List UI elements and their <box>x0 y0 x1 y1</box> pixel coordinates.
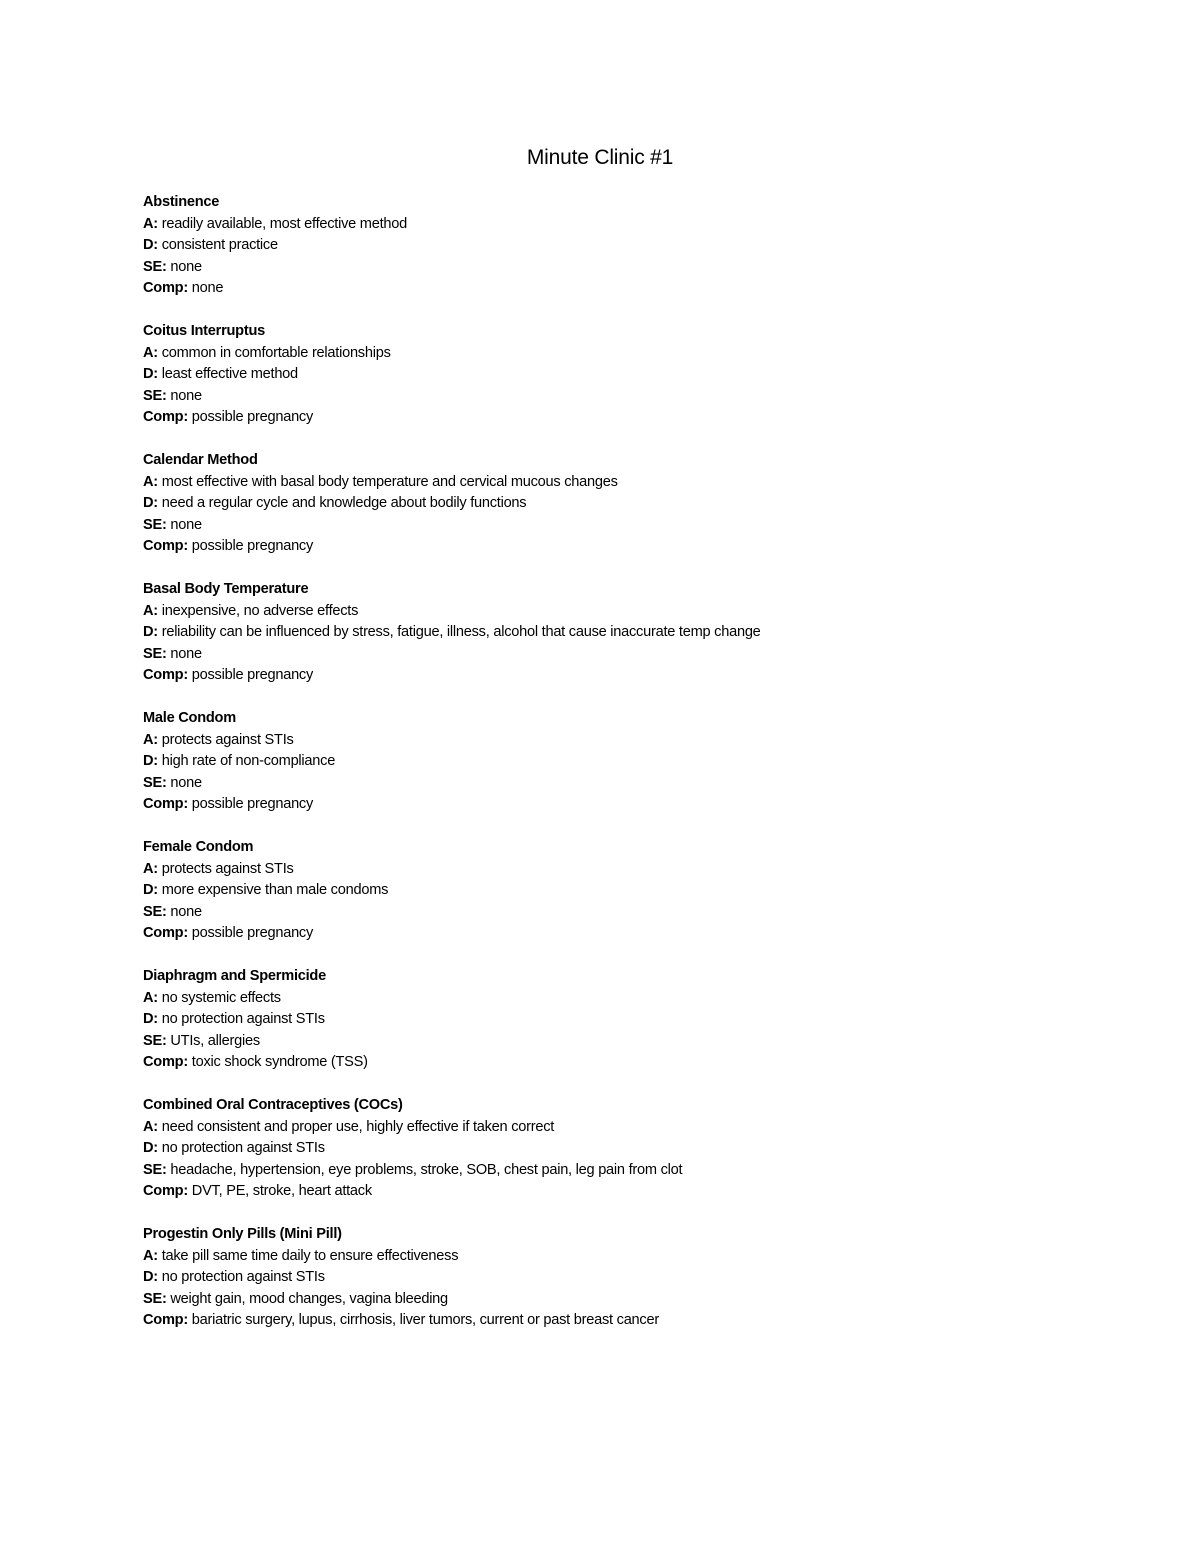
method-line-se <box>143 644 1143 666</box>
method-line-d <box>143 364 1143 386</box>
method-line-a <box>143 214 1143 236</box>
line-label: SE: <box>143 516 167 533</box>
method-heading: Combined Oral Contraceptives (COCs) <box>143 1097 403 1113</box>
method-line-se <box>143 1289 1143 1311</box>
method-heading: Male Condom <box>143 710 236 726</box>
page-title: Minute Clinic #1 <box>526 146 674 169</box>
method-line-a <box>143 859 1143 881</box>
method-section <box>143 966 1143 1074</box>
line-value: protects against STIs <box>161 731 294 748</box>
line-value: headache, hypertension, eye problems, stroke, SOB, chest pain, leg pain from clot <box>170 1161 683 1178</box>
line-value: inexpensive, no adverse effects <box>161 602 359 619</box>
method-line-se <box>143 257 1143 279</box>
line-value: consistent practice <box>161 237 278 253</box>
method-line-a <box>143 472 1143 494</box>
line-label: D: <box>143 366 158 382</box>
method-line-comp <box>143 1310 1143 1332</box>
line-value: protects against STIs <box>161 860 294 877</box>
line-value: bariatric surgery, lupus, cirrhosis, liver tumors, current or past breast cancer <box>191 1312 659 1328</box>
method-heading: Basal Body Temperature <box>143 581 309 597</box>
line-label: D: <box>143 753 158 769</box>
line-value: UTIs, allergies <box>170 1032 260 1049</box>
method-section <box>143 450 1143 558</box>
method-line-comp <box>143 407 1143 429</box>
line-label: SE: <box>143 1161 167 1178</box>
line-label: A: <box>143 1247 158 1264</box>
line-label: A: <box>143 215 158 232</box>
method-line-d <box>143 880 1143 902</box>
line-label: D: <box>143 1011 158 1027</box>
method-line-a <box>143 1117 1143 1139</box>
line-value: none <box>170 903 202 920</box>
line-value: none <box>170 774 202 791</box>
method-heading: Female Condom <box>143 839 254 855</box>
line-label: SE: <box>143 774 167 791</box>
method-section <box>143 708 1143 816</box>
line-value: need a regular cycle and knowledge about bodily functions <box>161 495 527 511</box>
line-value: possible pregnancy <box>191 925 314 941</box>
line-value: need consistent and proper use, highly effective if taken correct <box>161 1118 555 1135</box>
line-label: Comp: <box>143 1183 188 1199</box>
line-label: Comp: <box>143 1312 188 1328</box>
line-label: Comp: <box>143 796 188 812</box>
line-value: high rate of non-compliance <box>161 753 336 769</box>
method-line-a <box>143 730 1143 752</box>
line-label: D: <box>143 495 158 511</box>
line-label: SE: <box>143 1290 167 1307</box>
method-line-d <box>143 493 1143 515</box>
method-line-d <box>143 1009 1143 1031</box>
method-line-d <box>143 1267 1143 1289</box>
method-line-comp <box>143 665 1143 687</box>
method-line-se <box>143 1160 1143 1182</box>
method-section <box>143 837 1143 945</box>
method-line-a <box>143 988 1143 1010</box>
line-value: none <box>191 280 224 296</box>
line-label: D: <box>143 1140 158 1156</box>
method-line-a <box>143 1246 1143 1268</box>
method-heading: Coitus Interruptus <box>143 323 265 339</box>
method-section <box>143 192 1143 300</box>
method-line-d <box>143 622 1143 644</box>
method-line-se <box>143 386 1143 408</box>
line-label: A: <box>143 860 158 877</box>
method-section <box>143 321 1143 429</box>
method-line-se <box>143 773 1143 795</box>
method-line-d <box>143 1138 1143 1160</box>
line-value: none <box>170 387 202 404</box>
line-label: Comp: <box>143 667 188 683</box>
line-value: no systemic effects <box>161 989 281 1006</box>
line-label: SE: <box>143 387 167 404</box>
line-value: least effective method <box>161 366 298 382</box>
method-line-d <box>143 751 1143 773</box>
method-line-comp <box>143 794 1143 816</box>
line-value: common in comfortable relationships <box>161 344 391 361</box>
line-label: Comp: <box>143 925 188 941</box>
line-value: no protection against STIs <box>161 1269 325 1285</box>
line-label: D: <box>143 624 158 640</box>
line-value: no protection against STIs <box>161 1011 325 1027</box>
line-label: Comp: <box>143 538 188 554</box>
line-label: A: <box>143 989 158 1006</box>
line-label: D: <box>143 237 158 253</box>
line-value: no protection against STIs <box>161 1140 325 1156</box>
line-label: SE: <box>143 258 167 275</box>
method-section <box>143 579 1143 687</box>
line-label: SE: <box>143 645 167 662</box>
method-line-comp <box>143 278 1143 300</box>
line-value: readily available, most effective method <box>161 215 407 232</box>
line-label: SE: <box>143 1032 167 1049</box>
line-label: A: <box>143 344 158 361</box>
method-heading: Calendar Method <box>143 452 258 468</box>
line-value: possible pregnancy <box>191 538 314 554</box>
method-heading: Abstinence <box>143 194 220 210</box>
line-value: weight gain, mood changes, vagina bleeding <box>170 1290 448 1307</box>
method-line-d <box>143 235 1143 257</box>
line-value: DVT, PE, stroke, heart attack <box>191 1183 372 1199</box>
line-label: D: <box>143 1269 158 1285</box>
line-value: toxic shock syndrome (TSS) <box>191 1054 368 1070</box>
line-label: Comp: <box>143 409 188 425</box>
line-label: Comp: <box>143 280 188 296</box>
line-value: possible pregnancy <box>191 796 314 812</box>
line-label: Comp: <box>143 1054 188 1070</box>
method-line-a <box>143 601 1143 623</box>
method-line-comp <box>143 1052 1143 1074</box>
line-value: none <box>170 516 202 533</box>
line-value: possible pregnancy <box>191 667 314 683</box>
line-value: most effective with basal body temperature and cervical mucous changes <box>161 473 618 490</box>
method-heading: Diaphragm and Spermicide <box>143 968 326 984</box>
line-value: none <box>170 645 202 662</box>
method-section <box>143 1095 1143 1203</box>
line-label: A: <box>143 602 158 619</box>
document-body <box>143 192 1143 1353</box>
method-line-se <box>143 1031 1143 1053</box>
line-label: A: <box>143 731 158 748</box>
line-value: more expensive than male condoms <box>161 882 389 898</box>
method-line-comp <box>143 1181 1143 1203</box>
method-section <box>143 1224 1143 1332</box>
line-label: SE: <box>143 903 167 920</box>
method-line-comp <box>143 536 1143 558</box>
method-heading: Progestin Only Pills (Mini Pill) <box>143 1226 342 1242</box>
line-value: take pill same time daily to ensure effectiveness <box>161 1247 459 1264</box>
line-label: D: <box>143 882 158 898</box>
line-value: none <box>170 258 202 275</box>
method-line-se <box>143 902 1143 924</box>
line-label: A: <box>143 473 158 490</box>
method-line-comp <box>143 923 1143 945</box>
line-value: possible pregnancy <box>191 409 314 425</box>
method-line-a <box>143 343 1143 365</box>
method-line-se <box>143 515 1143 537</box>
line-label: A: <box>143 1118 158 1135</box>
line-value: reliability can be influenced by stress, fatigue, illness, alcohol that cause inaccurate temp change <box>161 624 761 640</box>
